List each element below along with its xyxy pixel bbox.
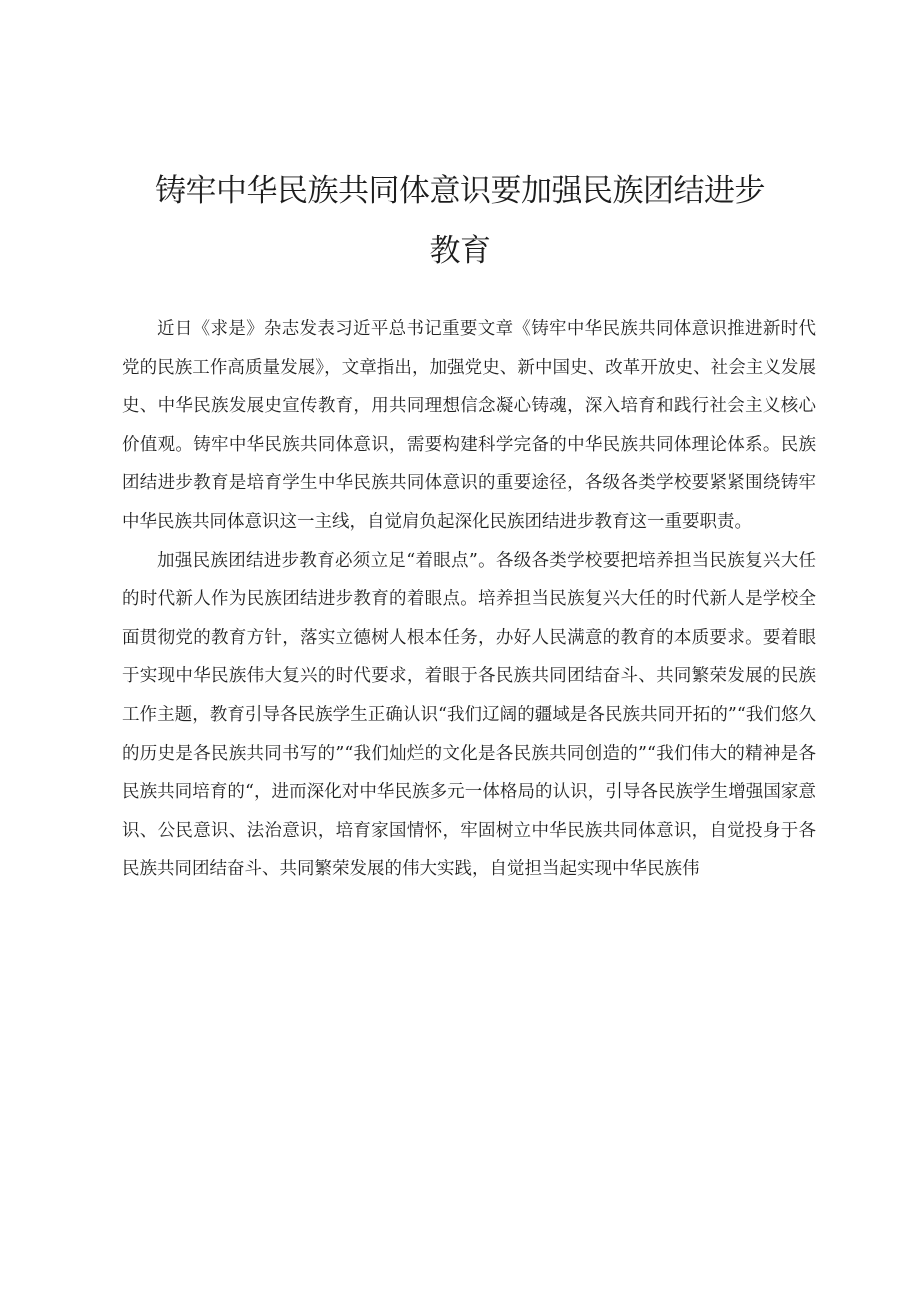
document-title-line-1: 铸牢中华民族共同体意识要加强民族团结进步: [155, 173, 765, 209]
document-title-line-2: 教育: [429, 233, 491, 269]
paragraph-2: 加强民族团结进步教育必须立足“着眼点”。各级各类学校要把培养担当民族复兴大任的时代新人作为民族团结进步教育的着眼点。培养担当民族复兴大任的时代新人是学校全面贯彻党的教育方针，落实立德树人根本任务，办好人民满意的教育的本质要求。要着眼于实现中华民族伟大复兴的时代要求，着眼于各民族共同团结奋斗、共同繁荣发展的民族工作主题，教育引导各民族学生正确认识“我们辽阔的疆域是各民族共同开拓的”“我们悠久的历史是各民族共同书写的”“我们灿烂的文化是各民族共同创造的”“我们伟大的精神是各民族共同培育的“，进而深化对中华民族多元一体格局的认识，引导各民族学生增强国家意识、公民意识、法治意识，培育家国情怀，牢固树立中华民族共同体意识，自觉投身于各民族共同团结奋斗、共同繁荣发展的伟大实践，自觉担当起实现中华民族伟: [122, 550, 816, 880]
document-body: [122, 310, 816, 889]
paragraph-1: 近日《求是》杂志发表习近平总书记重要文章《铸牢中华民族共同体意识推进新时代党的民族工作高质量发展》，文章指出，加强党史、新中国史、改革开放史、社会主义发展史、中华民族发展史宣传教育，用共同理想信念凝心铸魂，深入培育和践行社会主义核心价值观。铸牢中华民族共同体意识，需要构建科学完备的中华民族共同体理论体系。民族团结进步教育是培育学生中华民族共同体意识的重要途径，各级各类学校要紧紧围绕铸牢中华民族共同体意识这一主线，自觉肩负起深化民族团结进步教育这一重要职责。: [122, 319, 816, 532]
